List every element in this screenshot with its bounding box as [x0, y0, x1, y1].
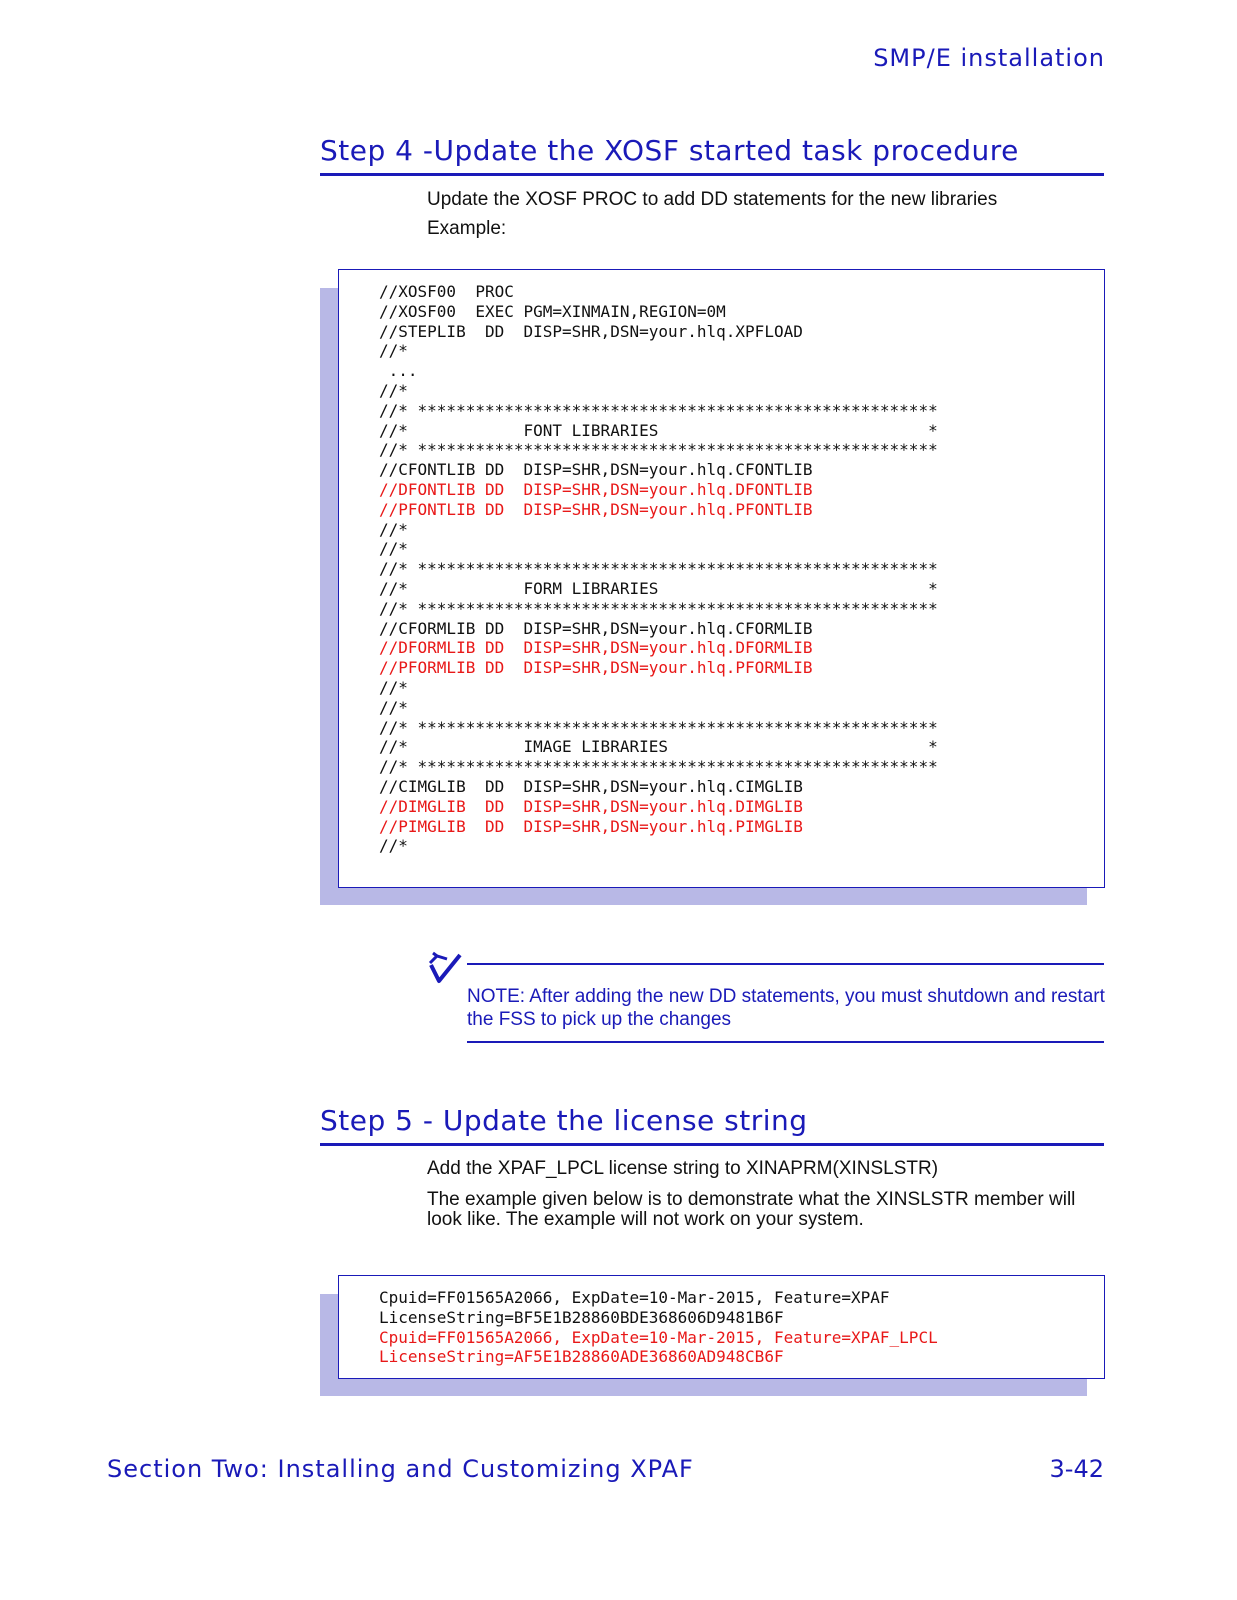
code-line: //* ******************************************************: [379, 598, 938, 618]
step5-code-block: [338, 1275, 1105, 1379]
note-text: NOTE: After adding the new DD statements, you must shutdown and restart the FSS to pick up the changes: [467, 986, 1105, 1030]
note-top-rule: [467, 963, 1104, 965]
code-line: //* FONT LIBRARIES *: [379, 420, 938, 440]
code-line: //* IMAGE LIBRARIES *: [379, 737, 938, 757]
code-line: //* ******************************************************: [379, 440, 938, 460]
note-bottom-rule: [467, 1041, 1104, 1043]
code-line: //*: [379, 836, 408, 856]
code-line: //*: [379, 539, 408, 559]
code-line: //XOSF00 EXEC PGM=XINMAIN,REGION=0M: [379, 301, 726, 321]
step4-code-block: [338, 269, 1105, 888]
footer-page-number: 3-42: [1049, 1455, 1104, 1483]
code-line: //CFONTLIB DD DISP=SHR,DSN=your.hlq.CFONTLIB: [379, 460, 813, 480]
step5-heading: Step 5 - Update the license string: [320, 1104, 1104, 1146]
code-line-added: //PFONTLIB DD DISP=SHR,DSN=your.hlq.PFONTLIB: [379, 499, 813, 519]
step5-intro: Add the XPAF_LPCL license string to XINAPRM(XINSLSTR): [427, 1158, 939, 1179]
code-line: //* ******************************************************: [379, 400, 938, 420]
running-header: SMP/E installation: [873, 44, 1105, 72]
code-line: //* FORM LIBRARIES *: [379, 578, 938, 598]
code-line-added: //PFORMLIB DD DISP=SHR,DSN=your.hlq.PFORMLIB: [379, 658, 813, 678]
code-line: ...: [379, 361, 418, 381]
code-line: //* ******************************************************: [379, 717, 938, 737]
code-line-added: //PIMGLIB DD DISP=SHR,DSN=your.hlq.PIMGLIB: [379, 816, 803, 836]
code-line: //CIMGLIB DD DISP=SHR,DSN=your.hlq.CIMGLIB: [379, 776, 803, 796]
step4-intro: Update the XOSF PROC to add DD statements for the new libraries: [427, 189, 998, 210]
footer-section-title: Section Two: Installing and Customizing XPAF: [107, 1455, 694, 1483]
code-line: //*: [379, 677, 408, 697]
code-line: //XOSF00 PROC: [379, 282, 514, 301]
code-line: //*: [379, 519, 408, 539]
step4-example-label: Example:: [427, 218, 507, 239]
code-line-added: //DFONTLIB DD DISP=SHR,DSN=your.hlq.DFONTLIB: [379, 479, 813, 499]
code-line-added: //DIMGLIB DD DISP=SHR,DSN=your.hlq.DIMGLIB: [379, 796, 803, 816]
code-line: //*: [379, 380, 408, 400]
code-line: LicenseString=BF5E1B28860BDE368606D9481B6F: [379, 1307, 784, 1327]
step4-heading: Step 4 -Update the XOSF started task procedure: [320, 134, 1104, 176]
step4-code-lines: [379, 282, 938, 856]
code-line-added: LicenseString=AF5E1B28860ADE36860AD948CB6F: [379, 1347, 784, 1367]
code-line: //*: [379, 697, 408, 717]
code-line: //* ******************************************************: [379, 757, 938, 777]
code-line-added: //DFORMLIB DD DISP=SHR,DSN=your.hlq.DFORMLIB: [379, 638, 813, 658]
code-line-added: Cpuid=FF01565A2066, ExpDate=10-Mar-2015, Feature=XPAF_LPCL: [379, 1327, 938, 1347]
note-pencil-icon: [427, 951, 463, 985]
code-line: Cpuid=FF01565A2066, ExpDate=10-Mar-2015, Feature=XPAF: [379, 1288, 890, 1307]
step5-explanation: The example given below is to demonstrate what the XINSLSTR member will look like. The example will not work on your system.: [427, 1189, 1076, 1230]
code-line: //STEPLIB DD DISP=SHR,DSN=your.hlq.XPFLOAD: [379, 321, 803, 341]
code-line: //* ******************************************************: [379, 559, 938, 579]
step5-code-lines: [379, 1288, 938, 1367]
code-line: //*: [379, 341, 408, 361]
code-line: //CFORMLIB DD DISP=SHR,DSN=your.hlq.CFORMLIB: [379, 618, 813, 638]
